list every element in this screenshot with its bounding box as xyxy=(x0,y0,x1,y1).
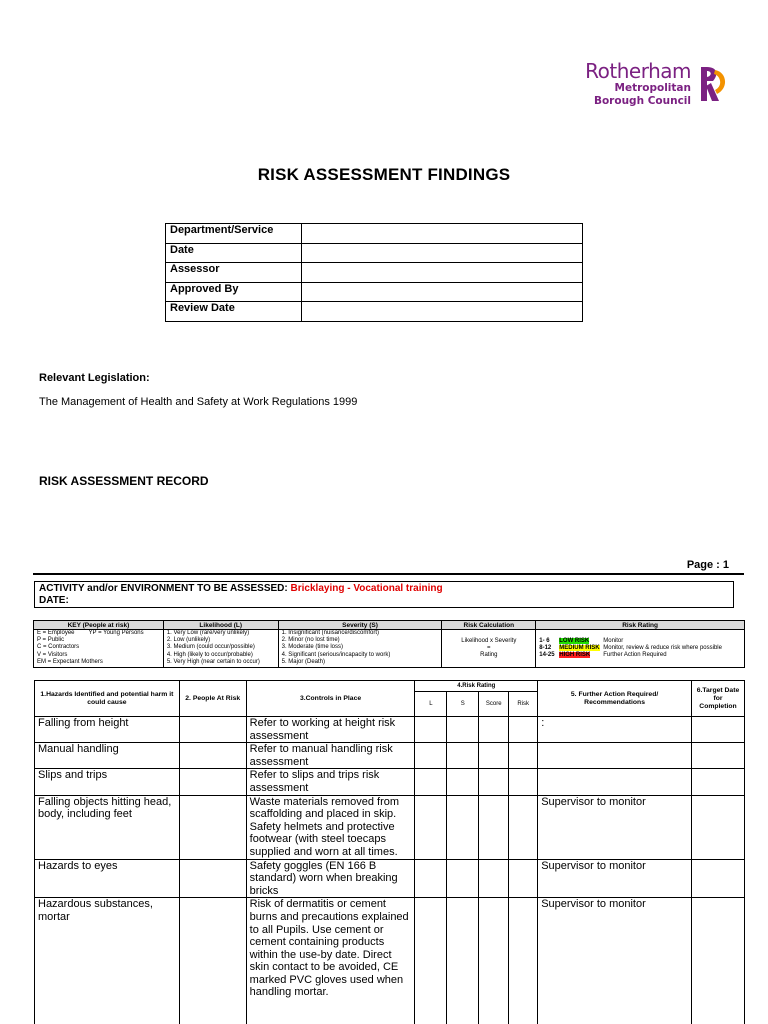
table-row xyxy=(35,769,745,795)
key-people-item: C = Contractors xyxy=(37,644,80,651)
key-header-people: KEY (People at risk) xyxy=(34,621,164,630)
calc-line: Rating xyxy=(480,652,498,659)
divider xyxy=(33,573,744,575)
cell-people xyxy=(179,769,246,795)
cell-l xyxy=(415,898,447,1024)
cell-risk xyxy=(509,769,538,795)
cell-controls: Waste materials removed from scaffolding and placed in skip. Safety helmets and protective footwear (with steel toecaps supplied and worn at all times. xyxy=(246,795,415,859)
cell-risk xyxy=(509,898,538,1024)
table-row xyxy=(35,859,745,898)
calc-line: Likelihood x Severity xyxy=(461,637,517,644)
likelihood-item: 5. Very High (near certain to occur) xyxy=(166,658,260,665)
cell-people xyxy=(179,795,246,859)
cell-target xyxy=(691,898,744,1024)
cell-l xyxy=(415,717,447,743)
cell-controls: Risk of dermatitis or cement burns and precautions explained to all Pupils. Use cement or cement containing products within the use-by date. Direct skin contact to be avoided, CE marked PVC gloves used when handling mortar. xyxy=(246,898,415,1024)
severity-item: 1. Insignificant (nuisance/discomfort) xyxy=(281,630,380,636)
cell-controls: Safety goggles (EN 166 B standard) worn when breaking bricks xyxy=(246,859,415,898)
key-header-calc: Risk Calculation xyxy=(442,621,536,630)
key-people-item: YP = Young Persons xyxy=(88,630,144,636)
table-row xyxy=(35,795,745,859)
cell-people xyxy=(179,898,246,1024)
cell-s xyxy=(447,859,479,898)
info-row xyxy=(166,224,583,244)
severity-item: 5. Major (Death) xyxy=(281,658,325,665)
table-row xyxy=(35,717,745,743)
cell-score xyxy=(479,795,509,859)
info-label: Department/Service xyxy=(166,224,302,244)
info-row xyxy=(166,302,583,322)
key-people-item: EM = Expectant Mothers xyxy=(37,658,103,665)
rotherham-r-icon xyxy=(699,64,727,104)
cell-hazard: Slips and trips xyxy=(35,769,180,795)
header-further-action: 5. Further Action Required/ Recommendations xyxy=(538,681,692,717)
severity-item: 2. Minor (no lost time) xyxy=(281,637,340,644)
table-row xyxy=(35,898,745,1024)
logo-line-2: Metropolitan xyxy=(614,82,691,94)
info-row xyxy=(166,263,583,283)
info-value[interactable] xyxy=(302,243,583,263)
cell-further: Supervisor to monitor xyxy=(538,795,692,859)
table-row xyxy=(35,743,745,769)
key-header-rating: Risk Rating xyxy=(536,621,745,630)
cell-further: : xyxy=(538,717,692,743)
cell-further: Supervisor to monitor xyxy=(538,898,692,1024)
cell-s xyxy=(447,769,479,795)
key-calc-cell xyxy=(442,630,536,668)
cell-further xyxy=(538,769,692,795)
key-rating-cell xyxy=(536,630,745,668)
info-label: Approved By xyxy=(166,282,302,302)
info-value[interactable] xyxy=(302,282,583,302)
info-value[interactable] xyxy=(302,224,583,244)
cell-target xyxy=(691,859,744,898)
header-controls: 3.Controls in Place xyxy=(246,681,415,717)
cell-hazard: Falling objects hitting head, body, including feet xyxy=(35,795,180,859)
rating-row-high xyxy=(539,652,741,659)
cell-target xyxy=(691,769,744,795)
header-score: Score xyxy=(479,692,509,717)
key-header-likelihood: Likelihood (L) xyxy=(163,621,278,630)
cell-hazard: Hazards to eyes xyxy=(35,859,180,898)
page-title: RISK ASSESSMENT FINDINGS xyxy=(257,165,511,184)
cell-target xyxy=(691,795,744,859)
rating-row-low xyxy=(539,638,741,645)
cell-risk xyxy=(509,795,538,859)
cell-l xyxy=(415,859,447,898)
activity-value: Bricklaying - Vocational training xyxy=(290,583,443,594)
logo-line-3: Borough Council xyxy=(593,95,691,107)
cell-s xyxy=(447,717,479,743)
info-label: Assessor xyxy=(166,263,302,283)
cell-score xyxy=(479,859,509,898)
header-hazards: 1.Hazards Identified and potential harm it could cause xyxy=(35,681,180,717)
cell-risk xyxy=(509,859,538,898)
cell-score xyxy=(479,898,509,1024)
cell-controls: Refer to manual handling risk assessment xyxy=(246,743,415,769)
key-likelihood-cell xyxy=(163,630,278,668)
severity-item: 3. Moderate (time loss) xyxy=(281,644,343,651)
cell-score xyxy=(479,743,509,769)
header-risk-rating: 4.Risk Rating xyxy=(415,681,538,692)
cell-l xyxy=(415,743,447,769)
header-l: L xyxy=(415,692,447,717)
rating-level: HIGH RISK xyxy=(559,652,591,659)
cell-l xyxy=(415,795,447,859)
rating-action: Monitor, review & reduce risk where possible xyxy=(603,644,722,651)
cell-hazard: Hazardous substances, mortar xyxy=(35,898,180,1024)
likelihood-item: 4. High (likely to occur/probable) xyxy=(166,651,253,658)
calc-line: = xyxy=(487,644,491,651)
legislation-heading: Relevant Legislation: xyxy=(39,372,150,384)
header-target-date: 6.Target Date for Completion xyxy=(691,681,744,717)
cell-target xyxy=(691,743,744,769)
assessment-info-table xyxy=(165,223,583,322)
info-label: Date xyxy=(166,243,302,263)
rating-action: Further Action Required xyxy=(603,652,667,659)
page-number: Page : 1 xyxy=(686,559,729,571)
rating-row-medium xyxy=(539,645,741,652)
legislation-text: The Management of Health and Safety at Work Regulations 1999 xyxy=(39,396,358,408)
info-row xyxy=(166,282,583,302)
key-people-cell xyxy=(34,630,164,668)
likelihood-item: 1. Very Low (rare/very unlikely) xyxy=(166,630,250,636)
council-logo xyxy=(585,59,731,110)
cell-s xyxy=(447,795,479,859)
rating-level: MEDIUM RISK xyxy=(559,644,600,651)
cell-score xyxy=(479,717,509,743)
key-table xyxy=(33,620,745,668)
date-label: DATE: xyxy=(39,595,69,606)
info-value[interactable] xyxy=(302,302,583,322)
cell-hazard: Manual handling xyxy=(35,743,180,769)
cell-further: Supervisor to monitor xyxy=(538,859,692,898)
logo-name: Rotherham xyxy=(585,59,691,83)
key-header-severity: Severity (S) xyxy=(278,621,442,630)
cell-s xyxy=(447,898,479,1024)
header-s: S xyxy=(447,692,479,717)
header-people: 2. People At Risk xyxy=(179,681,246,717)
risk-record-table xyxy=(34,680,745,1024)
severity-item: 4. Significant (serious/incapacity to work) xyxy=(281,651,391,658)
cell-s xyxy=(447,743,479,769)
cell-hazard: Falling from height xyxy=(35,717,180,743)
record-heading: RISK ASSESSMENT RECORD xyxy=(39,474,209,488)
logo-text xyxy=(585,60,691,108)
info-value[interactable] xyxy=(302,263,583,283)
cell-further xyxy=(538,743,692,769)
cell-l xyxy=(415,769,447,795)
cell-score xyxy=(479,769,509,795)
rating-action: Monitor xyxy=(603,637,624,644)
activity-box xyxy=(34,581,734,608)
info-row xyxy=(166,243,583,263)
header-risk: Risk xyxy=(509,692,538,717)
likelihood-item: 3. Medium (could occur/possible) xyxy=(166,644,255,651)
key-severity-cell xyxy=(278,630,442,668)
rating-range: 8-12 xyxy=(539,644,552,651)
rating-level: LOW RISK xyxy=(559,637,590,644)
key-people-item: E = Employee xyxy=(37,630,75,636)
cell-risk xyxy=(509,717,538,743)
likelihood-item: 2. Low (unlikely) xyxy=(166,637,211,644)
cell-people xyxy=(179,859,246,898)
cell-people xyxy=(179,717,246,743)
info-label: Review Date xyxy=(166,302,302,322)
cell-controls: Refer to working at height risk assessment xyxy=(246,717,415,743)
key-people-item: V = Visitors xyxy=(37,651,68,658)
cell-people xyxy=(179,743,246,769)
key-people-item: P = Public xyxy=(37,637,65,644)
rating-range: 1- 6 xyxy=(539,637,550,644)
activity-label: ACTIVITY and/or ENVIRONMENT TO BE ASSESSED: xyxy=(39,583,288,594)
cell-risk xyxy=(509,743,538,769)
cell-target xyxy=(691,717,744,743)
rating-range: 14-25 xyxy=(539,652,555,659)
cell-controls: Refer to slips and trips risk assessment xyxy=(246,769,415,795)
